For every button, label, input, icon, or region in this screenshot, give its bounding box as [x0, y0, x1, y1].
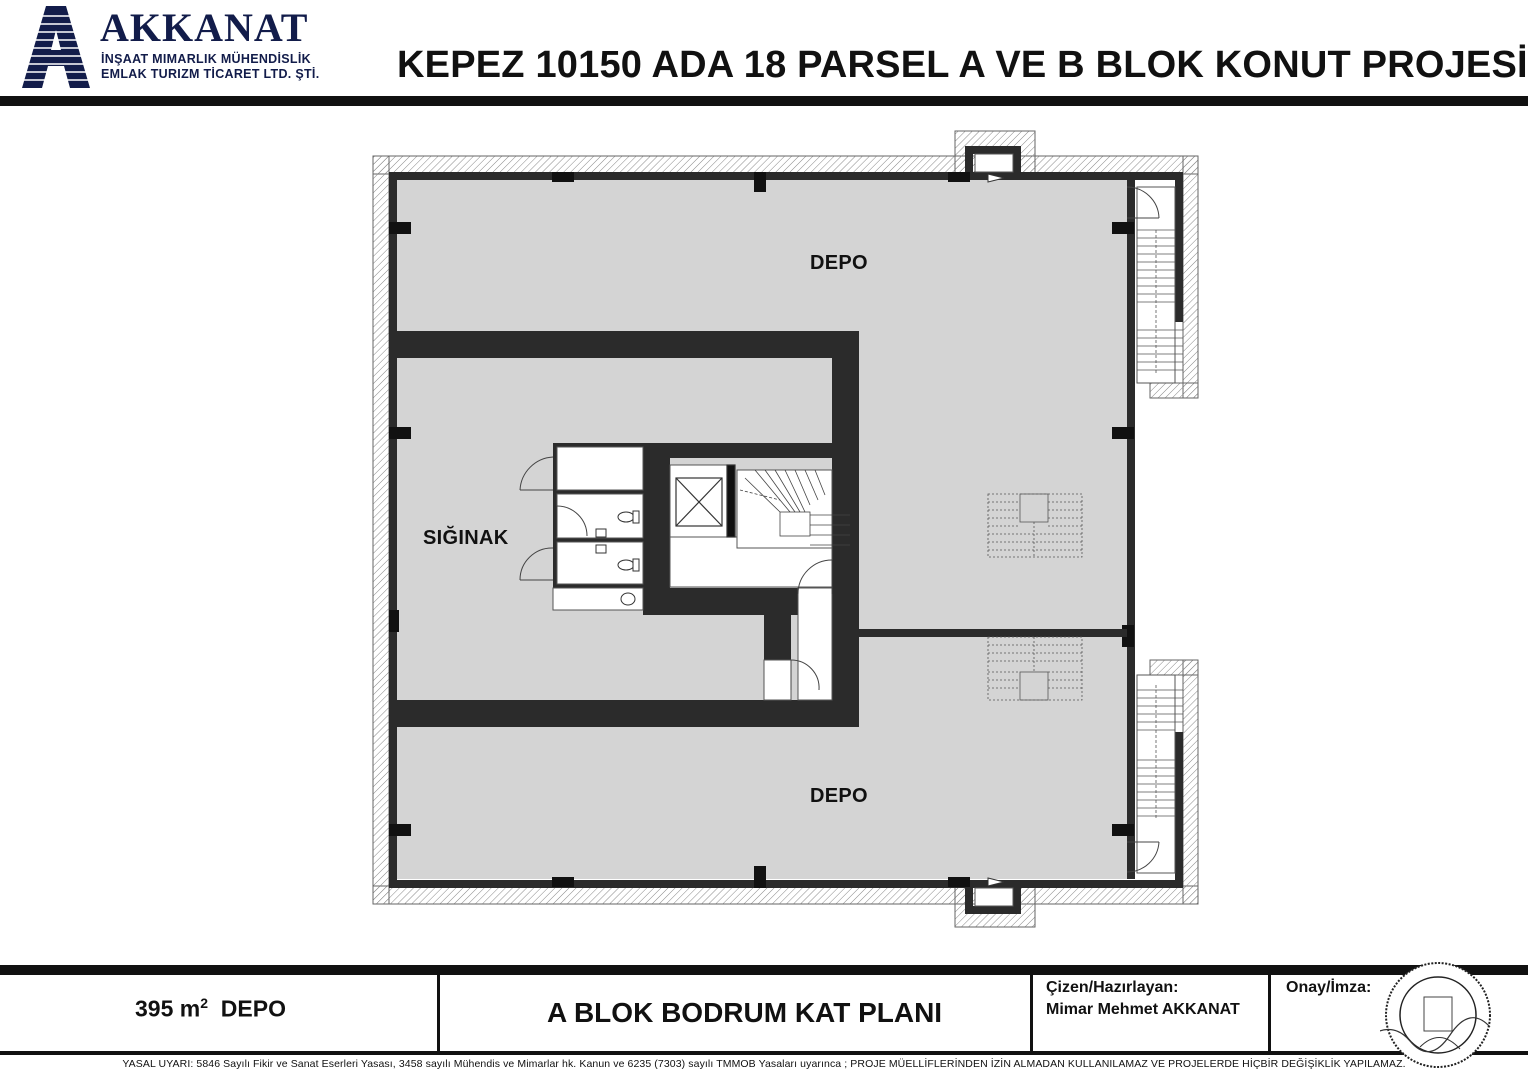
floor-plan-drawing [0, 106, 1528, 964]
area-cell [0, 975, 440, 1051]
area-use: DEPO [220, 995, 286, 1022]
company-subtitle-2: EMLAK TURIZM TİCARET LTD. ŞTİ. [101, 67, 320, 81]
company-subtitle-1: İNŞAAT MIMARLIK MÜHENDİSLİK [101, 52, 311, 66]
header-divider [0, 96, 1528, 106]
drawn-by-name: Mimar Mehmet AKKANAT [1046, 1001, 1240, 1018]
company-logo-icon [20, 4, 92, 90]
title-block-footer [0, 975, 1528, 1055]
title-block-header [0, 0, 1528, 106]
approval-label: Onay/İmza: [1286, 979, 1372, 996]
room-label-shelter: SIĞINAK [423, 527, 509, 549]
area-value: 395 m [135, 995, 201, 1022]
area-summary [135, 995, 286, 1023]
project-title: KEPEZ 10150 ADA 18 PARSEL A VE B BLOK KONUT PROJESİ [397, 44, 1528, 86]
area-unit-exponent: 2 [200, 995, 209, 1011]
room-label-depo-bottom: DEPO [810, 785, 868, 807]
floor-plan-svg [0, 106, 1528, 964]
footer-divider [0, 965, 1528, 975]
architect-stamp-icon [1380, 957, 1496, 1073]
sheet-title: A BLOK BODRUM KAT PLANI [547, 997, 943, 1028]
room-label-depo-top: DEPO [810, 252, 868, 274]
legal-warning: YASAL UYARI: 5846 Sayılı Fikir ve Sanat Eserleri Yasası, 3458 sayılı Mühendis ve Mimarlar hk. Kanun ve 6235 (7303) sayılı TMMOB Yasaları uyarınca ; PROJE MÜELLİFLERİNDEN İZİN ALMADAN KULLANILAMAZ VE PROJELERDE HİÇBİR DEĞİŞİKLİK YAPILAMAZ. [122, 1058, 1406, 1070]
drawn-by-label: Çizen/Hazırlayan: [1046, 979, 1179, 996]
company-name: AKKANAT [100, 5, 309, 50]
